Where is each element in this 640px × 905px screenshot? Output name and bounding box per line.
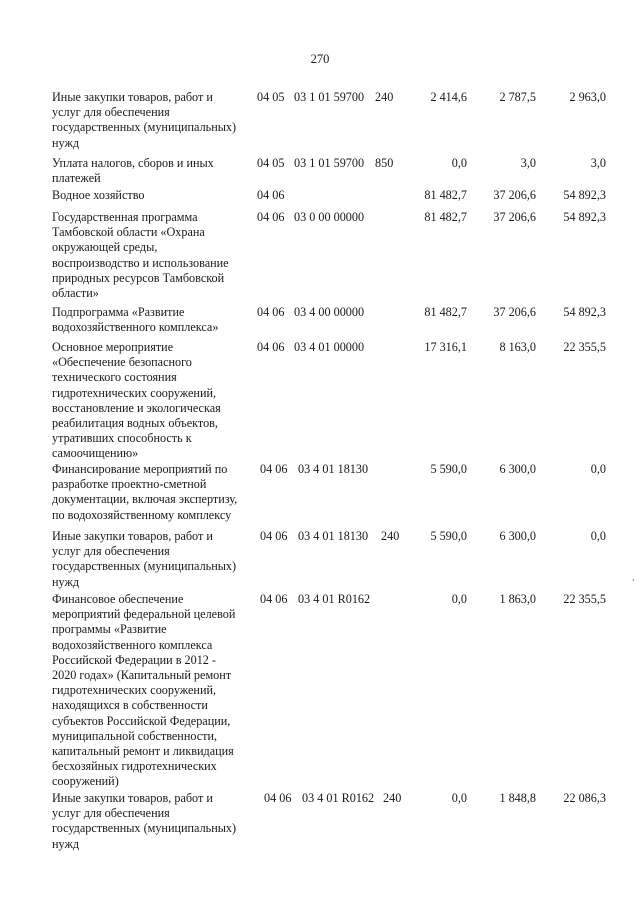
- row-section-code: 04 06: [257, 188, 285, 202]
- row-value-year-3: 0,0: [590, 462, 606, 476]
- row-value-year-1: 5 590,0: [430, 462, 467, 476]
- row-target-article-code: 03 1 01 59700: [294, 156, 365, 170]
- page-number: 270: [310, 52, 330, 66]
- row-value-year-2: 37 206,6: [493, 188, 536, 202]
- row-value-year-2: 37 206,6: [493, 305, 536, 319]
- row-value-year-3: 22 086,3: [563, 791, 606, 805]
- row-target-article-code: 03 4 01 18130: [298, 462, 369, 476]
- row-section-code: 04 06: [264, 791, 292, 805]
- row-name: Уплата налогов, сборов и иных платежей: [52, 156, 214, 186]
- row-target-article-code: 03 4 01 00000: [294, 340, 365, 354]
- row-value-year-3: 3,0: [590, 156, 606, 170]
- row-section-code: 04 06: [260, 529, 288, 543]
- row-section-code: 04 05: [257, 156, 285, 170]
- row-value-year-1: 81 482,7: [424, 188, 467, 202]
- row-section-code: 04 06: [260, 462, 288, 476]
- row-value-year-1: 5 590,0: [430, 529, 467, 543]
- row-value-year-2: 3,0: [520, 156, 536, 170]
- row-target-article-code: 03 4 01 18130: [298, 529, 369, 543]
- row-value-year-1: 81 482,7: [424, 210, 467, 224]
- row-expense-type-code: 240: [381, 529, 400, 543]
- row-value-year-3: 0,0: [590, 529, 606, 543]
- row-section-code: 04 06: [257, 210, 285, 224]
- row-value-year-1: 17 316,1: [424, 340, 467, 354]
- row-name: Иные закупки товаров, работ и услуг для обеспечения государственных (муниципальных) нужд: [52, 90, 237, 150]
- row-name: Иные закупки товаров, работ и услуг для обеспечения государственных (муниципальных) нужд: [52, 529, 237, 589]
- row-expense-type-code: 850: [375, 156, 394, 170]
- row-target-article-code: 03 4 01 R0162: [302, 791, 375, 805]
- row-value-year-2: 2 787,5: [499, 90, 536, 104]
- row-value-year-1: 0,0: [451, 156, 467, 170]
- row-value-year-3: 22 355,5: [563, 592, 606, 606]
- row-value-year-3: 22 355,5: [563, 340, 606, 354]
- row-value-year-1: 81 482,7: [424, 305, 467, 319]
- row-target-article-code: 03 0 00 00000: [294, 210, 365, 224]
- row-name: Иные закупки товаров, работ и услуг для обеспечения государственных (муниципальных) нужд: [52, 791, 237, 851]
- row-value-year-3: 2 963,0: [569, 90, 606, 104]
- row-value-year-2: 37 206,6: [493, 210, 536, 224]
- row-name: Основное мероприятие «Обеспечение безопасного технического состояния гидротехнических сооружений, восстановление и экологическая реабилитация водных объектов, утративших способность к самоочищению»: [52, 340, 221, 461]
- row-expense-type-code: 240: [375, 90, 394, 104]
- row-value-year-3: 54 892,3: [563, 188, 606, 202]
- row-name: Водное хозяйство: [52, 188, 145, 202]
- scan-margin-mark: ,: [632, 572, 635, 583]
- row-value-year-1: 0,0: [451, 592, 467, 606]
- row-target-article-code: 03 4 00 00000: [294, 305, 365, 319]
- row-value-year-3: 54 892,3: [563, 305, 606, 319]
- row-target-article-code: 03 1 01 59700: [294, 90, 365, 104]
- row-value-year-2: 1 863,0: [499, 592, 536, 606]
- row-name: Подпрограмма «Развитие водохозяйственного комплекса»: [52, 305, 219, 335]
- row-section-code: 04 06: [257, 340, 285, 354]
- row-name: Финансовое обеспечение мероприятий федеральной целевой программы «Развитие водохозяйственного комплекса Российской Федерации в 2012 - 2020 годах» (Капитальный ремонт гидротехнических сооружений, находящихся в собственности субъектов Российской Федерации, муниципальной собственности, капитальный ремонт и ликвидация бесхозяйных гидротехнических сооружений): [52, 592, 236, 789]
- row-value-year-2: 8 163,0: [499, 340, 536, 354]
- row-section-code: 04 05: [257, 90, 285, 104]
- row-expense-type-code: 240: [383, 791, 402, 805]
- row-section-code: 04 06: [260, 592, 288, 606]
- row-name: Государственная программа Тамбовской области «Охрана окружающей среды, воспроизводство и использование природных ресурсов Тамбовской области»: [52, 210, 229, 301]
- row-name: Финансирование мероприятий по разработке проектно-сметной документации, включая экспертизу, по водохозяйственному комплексу: [52, 462, 238, 522]
- row-value-year-1: 2 414,6: [430, 90, 467, 104]
- row-value-year-3: 54 892,3: [563, 210, 606, 224]
- row-value-year-2: 6 300,0: [499, 529, 536, 543]
- row-target-article-code: 03 4 01 R0162: [298, 592, 371, 606]
- row-value-year-2: 1 848,8: [499, 791, 536, 805]
- row-section-code: 04 06: [257, 305, 285, 319]
- row-value-year-1: 0,0: [451, 791, 467, 805]
- row-value-year-2: 6 300,0: [499, 462, 536, 476]
